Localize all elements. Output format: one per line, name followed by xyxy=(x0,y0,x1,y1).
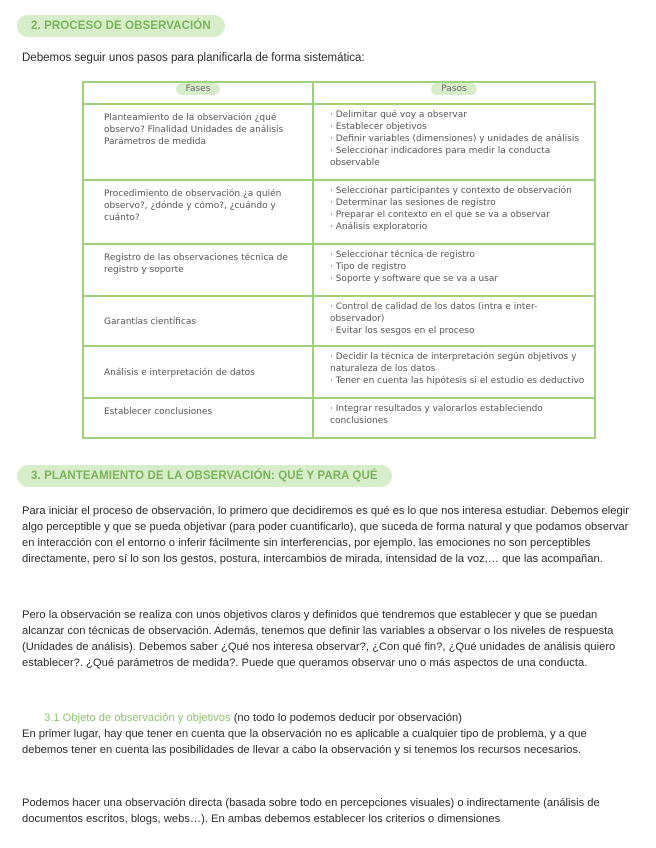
table-row xyxy=(83,180,595,244)
table-row xyxy=(83,346,595,398)
paragraph: Para iniciar el proceso de observación, lo primero que decidiremos es qué es lo que nos interesa estudiar. Debemos elegir algo perceptible y que se pueda objetivar (para poder cuantificarlo), que suceda de forma natural y que podamos observar en interacción con el entorno o inferir fácilmente sin interferencias, por ejemplo, las emociones no son perceptibles directamente, pero sí lo son los gestos, postura, intercambios de mirada, intensidad de la voz,… que las acompañan. xyxy=(22,505,629,565)
fase-cell: Garantías científicas xyxy=(83,296,313,346)
pasos-cell: · Seleccionar técnica de registro · Tipo de registro · Soporte y software que se va a usar xyxy=(313,244,595,296)
section-2-intro: Debemos seguir unos pasos para planificarla de forma sistemática: xyxy=(22,52,365,64)
fase-cell: Planteamiento de la observación ¿qué observo? Finalidad Unidades de análisis Parámetros de medida xyxy=(83,104,313,180)
header-fases: Fases xyxy=(83,82,313,104)
pasos-cell: · Integrar resultados y valorarlos estableciendo conclusiones xyxy=(313,398,595,438)
subsection-line xyxy=(22,710,634,726)
pasos-cell: · Control de calidad de los datos (intra e inter-observador) · Evitar los sesgos en el proceso xyxy=(313,296,595,346)
paragraph: Podemos hacer una observación directa (basada sobre todo en percepciones visuales) o indirectamente (análisis de documentos escritos, blogs, webs…). En ambas debemos establecer los criterios o dimensiones xyxy=(22,797,600,825)
paragraph: En primer lugar, hay que tener en cuenta que la observación no es aplicable a cualquier tipo de problema, y a que debemos tener en cuenta las posibilidades de llevar a cabo la observación y si tenemos los recursos necesarios. xyxy=(22,728,587,756)
pasos-cell: · Decidir la técnica de interpretación según objetivos y naturaleza de los datos · Tener en cuenta las hipótesis si el estudio es deductivo xyxy=(313,346,595,398)
pasos-cell: · Delimitar qué voy a observar · Establecer objetivos · Definir variables (dimensiones) y unidades de análisis · Seleccionar indicadores para medir la conducta observable xyxy=(313,104,595,180)
paragraph: Pero la observación se realiza con unos objetivos claros y definidos que tendremos que establecer y que se puedan alcanzar con técnicas de observación. Además, tenemos que definir las variables a observar o los niveles de respuesta (Unidades de análisis). Debemos saber ¿Qué nos interesa observar?, ¿Con qué fin?, ¿Qué unidades de análisis quiero establecer?. ¿Qué parámetros de medida?. Puede que queramos observar uno o más aspectos de una conducta. xyxy=(22,609,616,669)
table-row xyxy=(83,244,595,296)
header-pasos: Pasos xyxy=(313,82,595,104)
subsection-note: (no todo lo podemos deducir por observación) xyxy=(233,712,462,724)
section-2-heading: 2. PROCESO DE OBSERVACIÓN xyxy=(17,15,225,37)
fase-cell: Registro de las observaciones técnica de registro y soporte xyxy=(83,244,313,296)
table-row xyxy=(83,296,595,346)
table-row xyxy=(83,398,595,438)
table-row xyxy=(83,104,595,180)
fase-cell: Análisis e interpretación de datos xyxy=(83,346,313,398)
subsection-title: 3.1 Objeto de observación y objetivos xyxy=(44,712,231,724)
phases-table xyxy=(82,81,596,439)
pasos-cell: · Seleccionar participantes y contexto de observación · Determinar las sesiones de registro · Preparar el contexto en el que se va a observar · Análisis exploratorio xyxy=(313,180,595,244)
section-3-heading: 3. PLANTEAMIENTO DE LA OBSERVACIÓN: QUÉ Y PARA QUÉ xyxy=(17,465,392,487)
fase-cell: Procedimiento de observación ¿a quién observo?, ¿dónde y cómo?, ¿cuándo y cuánto? xyxy=(83,180,313,244)
fase-cell: Establecer conclusiones xyxy=(83,398,313,438)
